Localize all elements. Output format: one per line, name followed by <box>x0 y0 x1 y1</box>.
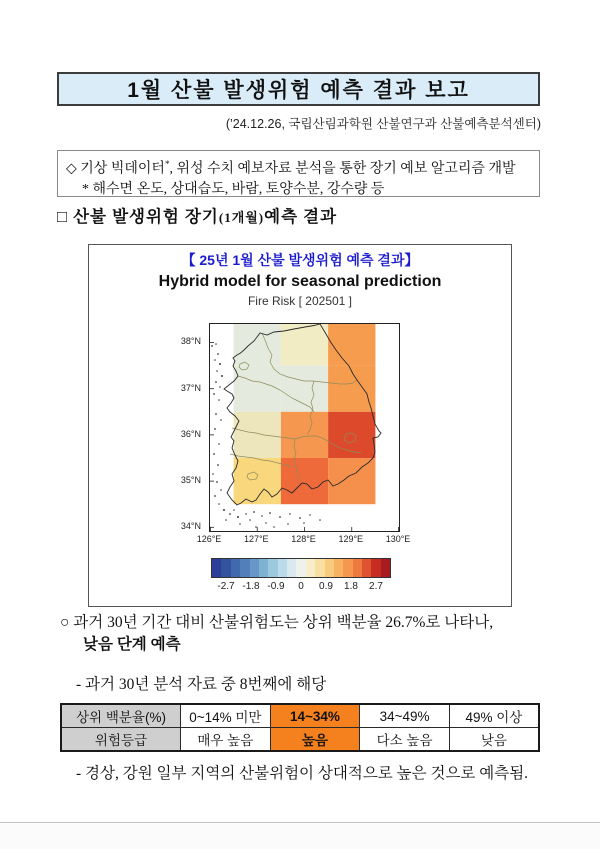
y-axis-label: 38°N <box>180 336 201 347</box>
risk-grid-cell <box>234 458 281 504</box>
colorbar-segment <box>259 559 268 577</box>
map-svg <box>210 324 399 531</box>
colorbar-ticks <box>211 581 391 593</box>
risk-grid-cell <box>328 366 375 412</box>
colorbar-segment <box>315 559 324 577</box>
colorbar-segment <box>240 559 249 577</box>
finding-sub-2: - 경상, 강원 일부 지역의 산불위험이 상대적으로 높은 것으로 예측됨. <box>76 765 529 782</box>
colorbar-segment <box>371 559 380 577</box>
colorbar-segment <box>268 559 277 577</box>
table-header-cell: 상위 백분율(%) <box>61 704 181 728</box>
summary-line-2: * 해수면 온도, 상대습도, 바람, 토양수분, 강수량 등 <box>82 181 385 197</box>
summary-box <box>57 150 540 197</box>
finding-sub-1: - 과거 30년 분석 자료 중 8번째에 해당 <box>76 676 327 693</box>
table-cell: 높음 <box>270 728 360 752</box>
square-bullet-icon: □ <box>57 207 68 226</box>
colorbar-tick-label: -0.9 <box>267 581 285 592</box>
circle-bullet-icon: ○ <box>60 614 70 631</box>
report-subtitle: (’24.12.26, 국립산림과학원 산불연구과 산불예측분석센터) <box>225 117 541 131</box>
x-axis-label: 127°E <box>243 534 269 544</box>
colorbar-tick-label: 1.8 <box>344 581 358 592</box>
map-x-axis <box>196 534 411 546</box>
x-axis-label: 130°E <box>385 534 411 544</box>
table-cell: 낮음 <box>449 728 539 752</box>
table-cell: 다소 높음 <box>360 728 450 752</box>
colorbar-segment <box>250 559 259 577</box>
map-y-axis <box>169 323 205 530</box>
y-axis-label: 35°N <box>180 474 201 485</box>
table-row <box>61 728 539 752</box>
y-axis-label: 36°N <box>180 428 201 439</box>
risk-grid-cell <box>328 458 375 504</box>
y-axis-label: 34°N <box>180 521 201 532</box>
figure-caption: 【 25년 1월 산불 발생위험 예측 결과】 <box>181 252 419 268</box>
finding-line-1: ○ 과거 30년 기간 대비 산불위험도는 상위 백분율 26.7%로 나타나, <box>60 614 494 631</box>
risk-grade-table <box>60 703 540 752</box>
colorbar-segment <box>334 559 343 577</box>
risk-grid-cell <box>234 324 281 366</box>
table-cell: 0~14% 미만 <box>181 704 271 728</box>
colorbar-tick-label: -1.8 <box>242 581 260 592</box>
colorbar-segment <box>343 559 352 577</box>
y-axis-label: 37°N <box>180 382 201 393</box>
risk-grid-cell <box>281 412 328 458</box>
colorbar-tick-label: 2.7 <box>369 581 383 592</box>
colorbar-tick-label: 0.9 <box>319 581 333 592</box>
colorbar-segment <box>212 559 221 577</box>
x-axis-label: 126°E <box>196 534 222 544</box>
colorbar-segment <box>296 559 305 577</box>
colorbar-segment <box>287 559 296 577</box>
colorbar-swatches <box>211 558 391 578</box>
diamond-bullet-icon: ◇ <box>66 161 77 177</box>
risk-grid-cell <box>281 366 328 412</box>
risk-grade-table-body <box>61 704 539 751</box>
table-cell: 14~34% <box>270 704 360 728</box>
page-edge <box>0 822 600 849</box>
figure-model-title: Hybrid model for seasonal prediction <box>158 273 442 290</box>
colorbar-segment <box>278 559 287 577</box>
korea-risk-map <box>180 323 411 544</box>
table-row <box>61 704 539 728</box>
figure-subtitle: Fire Risk [ 202501 ] <box>247 294 353 308</box>
summary-line-1: ◇ 기상 빅데이터*, 위성 수치 예보자료 분석을 통한 장기 예보 알고리즘 개발 <box>66 159 516 177</box>
forecast-figure <box>88 244 512 607</box>
risk-grid-cell <box>234 412 281 458</box>
table-cell: 매우 높음 <box>181 728 271 752</box>
report-title-box <box>57 72 540 106</box>
x-axis-label: 128°E <box>291 534 316 544</box>
finding-main <box>60 612 542 656</box>
colorbar-segment <box>221 559 230 577</box>
colorbar-tick-label: -2.7 <box>217 581 235 592</box>
x-axis-label: 129°E <box>338 534 364 544</box>
colorbar-segment <box>325 559 334 577</box>
table-header-cell: 위험등급 <box>61 728 181 752</box>
finding-line-2: 낮음 단계 예측 <box>83 636 181 653</box>
colorbar-segment <box>362 559 371 577</box>
colorbar-tick-label: 0 <box>298 581 304 592</box>
colorbar-segment <box>381 559 390 577</box>
report-title: 1월 산불 발생위험 예측 결과 보고 <box>127 79 470 102</box>
colorbar-segment <box>306 559 315 577</box>
colorbar-segment <box>231 559 240 577</box>
map-plot-area <box>209 323 400 532</box>
section-heading: □ 산불 발생위험 장기(1개월)예측 결과 <box>57 207 338 226</box>
risk-grid-cell <box>234 366 281 412</box>
table-cell: 34~49% <box>360 704 450 728</box>
risk-grid-layer <box>234 324 376 504</box>
risk-grid-cell <box>281 458 328 504</box>
table-cell: 49% 이상 <box>449 704 539 728</box>
risk-grid-cell <box>328 324 375 366</box>
colorbar-segment <box>353 559 362 577</box>
